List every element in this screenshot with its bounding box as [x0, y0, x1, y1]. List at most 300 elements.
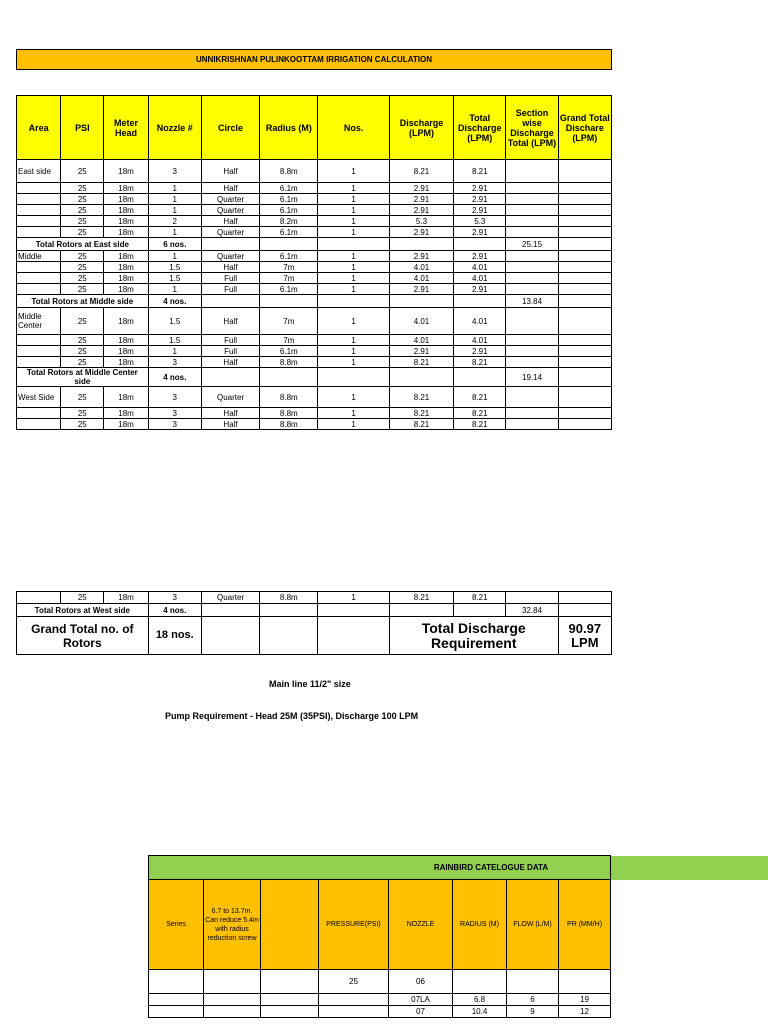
cell: 25 [61, 346, 104, 357]
cell: Full [201, 346, 259, 357]
cell: 7m [260, 308, 318, 335]
cell: Half [201, 183, 259, 194]
header-row [17, 96, 612, 160]
cell: 1 [148, 284, 201, 295]
cell: 3 [148, 357, 201, 368]
cell: Half [201, 160, 259, 183]
cell [506, 273, 558, 284]
cell: 25 [61, 335, 104, 346]
west-total-nos: 4 nos. [148, 604, 201, 617]
cell: 25 [61, 592, 104, 604]
cell [260, 368, 318, 387]
cell: 6.1m [260, 183, 318, 194]
table-row [17, 335, 612, 346]
cell [506, 216, 558, 227]
header-psi: PSI [61, 96, 104, 160]
header-nozzle: Nozzle # [148, 96, 201, 160]
west-total-label: Total Rotors at West side [17, 604, 149, 617]
cell: Half [201, 216, 259, 227]
rainbird-header: 6.7 to 13.7m. Can reduce 5.4m with radius reduction screw [204, 880, 261, 970]
cell: 8.21 [454, 408, 506, 419]
table-row [17, 262, 612, 273]
cell [149, 970, 204, 994]
section-total: 25.15 [506, 238, 558, 251]
cell: 6.1m [260, 346, 318, 357]
cell: 18m [104, 160, 148, 183]
main-line-note: Main line 11/2" size [269, 679, 351, 689]
cell: 1 [148, 346, 201, 357]
cell: 25 [61, 273, 104, 284]
cell: 4.01 [454, 273, 506, 284]
cell: 18m [104, 357, 148, 368]
cell [558, 408, 611, 419]
cell: 2.91 [454, 194, 506, 205]
cell [201, 238, 259, 251]
cell: 2.91 [389, 284, 453, 295]
cell: 8.2m [260, 216, 318, 227]
cell [558, 238, 611, 251]
total-nos: 4 nos. [148, 295, 201, 308]
header-nos: Nos. [318, 96, 389, 160]
cell: 8.21 [454, 160, 506, 183]
cell: 1 [318, 592, 389, 604]
cell [318, 295, 389, 308]
cell: 1 [318, 346, 389, 357]
cell: 7m [260, 335, 318, 346]
cell: 18m [104, 308, 148, 335]
area-cell [17, 284, 61, 295]
cell: 1 [148, 205, 201, 216]
west-total-row [17, 604, 612, 617]
cell: 1 [318, 216, 389, 227]
cell: 25 [61, 160, 104, 183]
table-row [17, 284, 612, 295]
cell: 3 [148, 160, 201, 183]
total-discharge-value: 90.97 LPM [558, 617, 611, 655]
table-row [17, 216, 612, 227]
cell [506, 194, 558, 205]
cell: 1 [318, 194, 389, 205]
total-discharge-label: Total Discharge Requirement [389, 617, 558, 655]
cell: 4.01 [454, 262, 506, 273]
cell [558, 295, 611, 308]
cell: 4.01 [389, 335, 453, 346]
cell [506, 335, 558, 346]
cell: 8.8m [260, 357, 318, 368]
cell: 3 [148, 419, 201, 430]
header-radius: Radius (M) [260, 96, 318, 160]
area-cell [17, 335, 61, 346]
total-row [17, 368, 612, 387]
cell: Full [201, 273, 259, 284]
cell: 1 [318, 251, 389, 262]
cell [260, 295, 318, 308]
cell: 07LA [389, 994, 453, 1006]
cell: 1 [318, 160, 389, 183]
cell: Quarter [201, 194, 259, 205]
cell: 8.21 [389, 408, 453, 419]
cell [261, 970, 319, 994]
cell: 18m [104, 419, 148, 430]
rainbird-title: RAINBIRD CATELOGUE DATA [149, 856, 611, 880]
area-cell [17, 216, 61, 227]
cell [559, 970, 611, 994]
cell: 18m [104, 205, 148, 216]
cell: 18m [104, 227, 148, 238]
cell: 5.3 [389, 216, 453, 227]
cell [389, 368, 453, 387]
cell: 8.8m [260, 387, 318, 408]
cell [260, 238, 318, 251]
section-total: 13.84 [506, 295, 558, 308]
cell: 1 [318, 227, 389, 238]
cell: 25 [61, 284, 104, 295]
west-section-total: 32.84 [506, 604, 558, 617]
area-cell [17, 273, 61, 284]
cell: Quarter [201, 592, 259, 604]
header-discharge: Discharge (LPM) [389, 96, 453, 160]
cell [506, 357, 558, 368]
cell [319, 994, 389, 1006]
cell [506, 308, 558, 335]
cell: 1 [148, 183, 201, 194]
cell: 1 [318, 419, 389, 430]
cell: 25 [61, 419, 104, 430]
cell: 2.91 [454, 183, 506, 194]
cell [558, 346, 611, 357]
cell: 8.8m [260, 419, 318, 430]
irrigation-table [16, 95, 612, 430]
cell: 2.91 [454, 346, 506, 357]
cell: 3 [148, 408, 201, 419]
total-row [17, 238, 612, 251]
cell: 18m [104, 346, 148, 357]
cell [558, 273, 611, 284]
cell: 1 [148, 194, 201, 205]
grand-total-row [17, 617, 612, 655]
total-row [17, 295, 612, 308]
cell: 1 [318, 284, 389, 295]
cell: 18m [104, 262, 148, 273]
area-cell: West Side [17, 387, 61, 408]
cell: 25 [61, 357, 104, 368]
cell [506, 160, 558, 183]
rainbird-header: PRESSURE(PSI) [319, 880, 389, 970]
cell: 1 [318, 335, 389, 346]
cell: 06 [389, 970, 453, 994]
cell: 1 [318, 387, 389, 408]
cell [204, 970, 261, 994]
cell: 1.5 [148, 273, 201, 284]
cell: 8.21 [389, 419, 453, 430]
cell [506, 284, 558, 295]
cell [558, 368, 611, 387]
cell [558, 251, 611, 262]
cell [454, 368, 506, 387]
cell [454, 295, 506, 308]
cell: 1 [318, 183, 389, 194]
cell: 6.1m [260, 227, 318, 238]
cell: 25 [61, 262, 104, 273]
cell: 07 [389, 1006, 453, 1018]
cell: 1 [318, 262, 389, 273]
cell: Half [201, 408, 259, 419]
cell [261, 1006, 319, 1018]
cell [506, 183, 558, 194]
cell [558, 216, 611, 227]
cell: 25 [61, 183, 104, 194]
total-label: Total Rotors at Middle side [17, 295, 149, 308]
cell: 6.1m [260, 284, 318, 295]
area-cell [17, 408, 61, 419]
cell [149, 994, 204, 1006]
cell: 2.91 [454, 251, 506, 262]
cell: 18m [104, 408, 148, 419]
cell [506, 387, 558, 408]
cell [201, 295, 259, 308]
cell: 4.01 [389, 308, 453, 335]
table-row [17, 194, 612, 205]
cell [558, 205, 611, 216]
cell: 7m [260, 262, 318, 273]
total-label: Total Rotors at Middle Center side [17, 368, 149, 387]
area-cell [17, 183, 61, 194]
cell: 2.91 [454, 284, 506, 295]
cell [558, 387, 611, 408]
table-row [17, 251, 612, 262]
cell [558, 419, 611, 430]
cell [558, 262, 611, 273]
rainbird-row [149, 1006, 611, 1018]
cell: 8.8m [260, 160, 318, 183]
cell: 25 [61, 227, 104, 238]
cell: 8.8m [260, 408, 318, 419]
cell: 18m [104, 387, 148, 408]
cell: 18m [104, 216, 148, 227]
cell: 7m [260, 273, 318, 284]
cell [149, 1006, 204, 1018]
cell [558, 227, 611, 238]
cell: 12 [559, 1006, 611, 1018]
area-cell [17, 346, 61, 357]
cell: 8.21 [454, 357, 506, 368]
cell: 2.91 [389, 205, 453, 216]
pump-requirement-note: Pump Requirement - Head 25M (35PSI), Discharge 100 LPM [165, 711, 419, 721]
cell: 2 [148, 216, 201, 227]
header-circle: Circle [201, 96, 259, 160]
cell: 25 [319, 970, 389, 994]
area-cell [17, 205, 61, 216]
cell: Full [201, 284, 259, 295]
cell [506, 346, 558, 357]
cell: 1.5 [148, 335, 201, 346]
header-total-discharge: Total Discharge (LPM) [454, 96, 506, 160]
table-row [17, 160, 612, 183]
cell: 25 [61, 251, 104, 262]
cell: 6.8 [453, 994, 507, 1006]
cell: 4.01 [454, 335, 506, 346]
cell [558, 160, 611, 183]
cell: 4.01 [389, 262, 453, 273]
rainbird-row [149, 970, 611, 994]
cell: 25 [61, 408, 104, 419]
cell [389, 295, 453, 308]
cell: 25 [61, 216, 104, 227]
rainbird-header [261, 880, 319, 970]
total-label: Total Rotors at East side [17, 238, 149, 251]
sheet-title: UNNIKRISHNAN PULINKOOTTAM IRRIGATION CALCULATION [16, 49, 612, 70]
cell: 25 [61, 194, 104, 205]
area-cell [17, 227, 61, 238]
rainbird-header: RADIUS (M) [453, 880, 507, 970]
area-cell: Middle Center [17, 308, 61, 335]
cell [506, 227, 558, 238]
area-cell [17, 262, 61, 273]
cell [506, 408, 558, 419]
header-area: Area [17, 96, 61, 160]
cell [454, 238, 506, 251]
table-row [17, 387, 612, 408]
table-row [17, 357, 612, 368]
cell: 4.01 [454, 308, 506, 335]
cell: 18m [104, 335, 148, 346]
cell [506, 205, 558, 216]
area-cell: East side [17, 160, 61, 183]
area-cell: Middle [17, 251, 61, 262]
rainbird-table [148, 855, 611, 1018]
cell: 6.1m [260, 205, 318, 216]
rainbird-header: NOZZLE [389, 880, 453, 970]
cell: 8.21 [389, 387, 453, 408]
cell: Full [201, 335, 259, 346]
cell: 10.4 [453, 1006, 507, 1018]
cell [558, 284, 611, 295]
cell: 8.21 [454, 592, 506, 604]
rainbird-row [149, 994, 611, 1006]
area-cell [17, 194, 61, 205]
cell [507, 970, 559, 994]
cell: 18m [104, 273, 148, 284]
cell [319, 1006, 389, 1018]
cell: 6 [507, 994, 559, 1006]
cell: 2.91 [389, 251, 453, 262]
cell: 9 [507, 1006, 559, 1018]
cell [261, 994, 319, 1006]
cell: 5.3 [454, 216, 506, 227]
table-row [17, 419, 612, 430]
area-cell [17, 419, 61, 430]
table-row [17, 227, 612, 238]
cell: 8.21 [389, 592, 453, 604]
cell: 1 [318, 408, 389, 419]
cell: 3 [148, 387, 201, 408]
rainbird-header: PR (MM/H) [559, 880, 611, 970]
cell [318, 238, 389, 251]
table-row [17, 205, 612, 216]
area-cell [17, 357, 61, 368]
cell: Quarter [201, 205, 259, 216]
cell [453, 970, 507, 994]
header-grand-total-discharge: Grand Total Dischare (LPM) [558, 96, 611, 160]
cell: 19 [559, 994, 611, 1006]
cell [204, 994, 261, 1006]
cell: 2.91 [454, 205, 506, 216]
cell [204, 1006, 261, 1018]
cell: 8.21 [454, 387, 506, 408]
cell: Quarter [201, 251, 259, 262]
rainbird-header: Series [149, 880, 204, 970]
total-nos: 6 nos. [148, 238, 201, 251]
cell: 2.91 [454, 227, 506, 238]
cell [17, 592, 61, 604]
cell: 6.1m [260, 251, 318, 262]
cell [558, 335, 611, 346]
cell: 1.5 [148, 262, 201, 273]
cell: 8.21 [454, 419, 506, 430]
cell: 3 [148, 592, 201, 604]
cell [558, 308, 611, 335]
table-row [17, 346, 612, 357]
rainbird-header-row [149, 880, 611, 970]
cell: 8.21 [389, 160, 453, 183]
cell [506, 592, 558, 604]
cell: Half [201, 419, 259, 430]
grand-total-nos: 18 nos. [148, 617, 201, 655]
cell [389, 238, 453, 251]
table-row [17, 592, 612, 604]
cell: 18m [104, 194, 148, 205]
cell: 4.01 [389, 273, 453, 284]
cell: 1 [318, 308, 389, 335]
cell: 2.91 [389, 183, 453, 194]
cell: 25 [61, 308, 104, 335]
cell: 6.1m [260, 194, 318, 205]
grand-total-label: Grand Total no. of Rotors [17, 617, 149, 655]
cell [558, 357, 611, 368]
total-nos: 4 nos. [148, 368, 201, 387]
cell: 18m [104, 183, 148, 194]
cell [558, 194, 611, 205]
cell [506, 419, 558, 430]
cell: 8.21 [389, 357, 453, 368]
west-side-continuation-table [16, 591, 612, 655]
cell: 18m [104, 284, 148, 295]
cell: 2.91 [389, 194, 453, 205]
cell [318, 368, 389, 387]
cell: 1 [318, 205, 389, 216]
cell: Half [201, 357, 259, 368]
cell: 2.91 [389, 227, 453, 238]
table-row [17, 408, 612, 419]
cell: 18m [104, 251, 148, 262]
table-row [17, 273, 612, 284]
table-row [17, 183, 612, 194]
green-strip [610, 856, 768, 880]
cell [506, 251, 558, 262]
rainbird-header: FLOW (L/M) [507, 880, 559, 970]
table-row [17, 308, 612, 335]
cell: 1.5 [148, 308, 201, 335]
section-total: 19.14 [506, 368, 558, 387]
cell: 1 [318, 273, 389, 284]
cell [558, 183, 611, 194]
cell: 25 [61, 205, 104, 216]
cell: Quarter [201, 227, 259, 238]
cell: 18m [104, 592, 148, 604]
cell [201, 368, 259, 387]
header-meter-head: Meter Head [104, 96, 148, 160]
cell [558, 592, 611, 604]
